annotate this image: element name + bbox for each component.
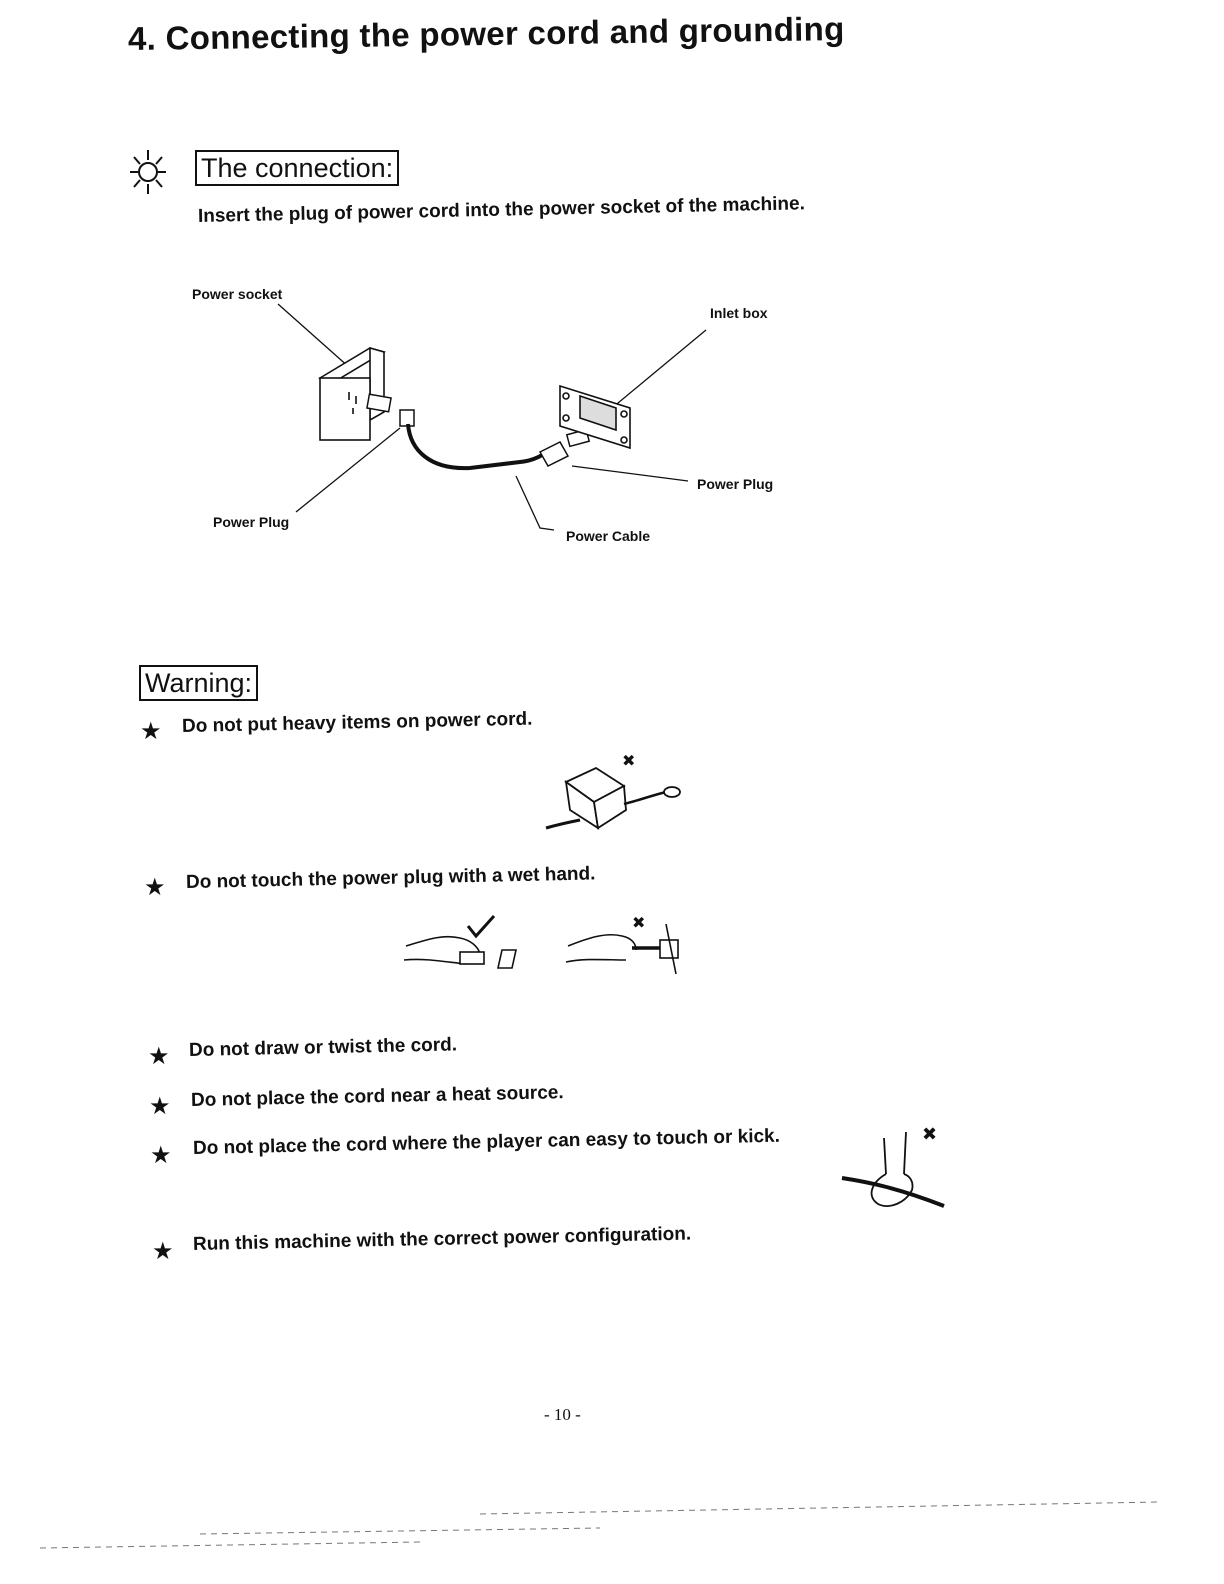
svg-text:✖: ✖ xyxy=(922,1124,938,1144)
label-power-plug-left: Power Plug xyxy=(213,514,290,530)
svg-text:✖: ✖ xyxy=(622,753,636,770)
foot-kick-illustration xyxy=(838,1118,958,1218)
warning-item-1: Do not put heavy items on power cord. xyxy=(181,708,533,737)
wet-hand-illustration xyxy=(396,906,696,986)
warning-item-3: Do not draw or twist the cord. xyxy=(188,1034,458,1061)
page-title: 4. Connecting the power cord and grounding xyxy=(127,9,845,57)
warning-item-4: Do not place the cord near a heat source. xyxy=(190,1082,564,1111)
connection-label: The connection: xyxy=(195,150,399,186)
star-bullet-icon: ★ xyxy=(152,1238,174,1265)
label-power-socket: Power socket xyxy=(192,286,283,302)
wall-socket xyxy=(320,348,384,440)
connection-instruction: Insert the plug of power cord into the power socket of the machine. xyxy=(197,193,806,227)
star-bullet-icon: ★ xyxy=(144,874,166,901)
svg-text:✖: ✖ xyxy=(632,915,646,932)
warning-item-5: Do not place the cord where the player can easy to touch or kick. xyxy=(192,1125,781,1159)
warning-item-6: Run this machine with the correct power configuration. xyxy=(192,1223,692,1255)
label-power-plug-right: Power Plug xyxy=(697,476,774,492)
heavy-item-on-cord-illustration xyxy=(540,752,700,842)
warning-item-2: Do not touch the power plug with a wet hand. xyxy=(185,863,596,893)
star-bullet-icon: ★ xyxy=(148,1043,170,1070)
warning-label: Warning: xyxy=(139,665,258,701)
scan-noise xyxy=(0,1490,1224,1580)
label-inlet-box: Inlet box xyxy=(710,305,768,321)
star-bullet-icon: ★ xyxy=(140,718,162,745)
power-connection-diagram xyxy=(0,0,1224,600)
star-bullet-icon: ★ xyxy=(150,1142,172,1169)
label-power-cable: Power Cable xyxy=(566,528,651,544)
page-number: - 10 - xyxy=(544,1405,581,1424)
star-bullet-icon: ★ xyxy=(149,1093,171,1120)
